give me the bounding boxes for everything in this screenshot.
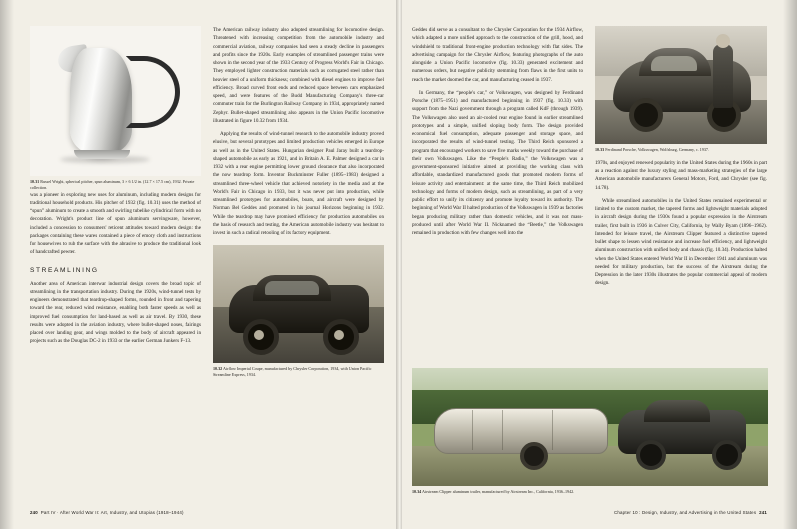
airflow-car-window (265, 281, 319, 295)
porsche-figure-body (713, 44, 733, 108)
left-col2-paragraph-1: The American railway industry also adopted streamlining for locomotive design. Threatened with increasing competition from the automobile industry and commercial aviation, railway companies had seen a steady decline in passengers and profits since the 1920s. Early examples of streamlined passenger trains were shown in the second year of the 1933 Century of Progress World's Fair in Chicago. They employed lighter construction materials such as corrugated steel rather than heavier steel of a uniform thickness; combined with diesel engines to improve fuel efficiency. Broad curved front ends and reduced space between cars emphasized speed, and were features of the Budd Manufacturing Company's three-car commuter train for the Burlington Railway Company in 1934, appropriately named Zephyr. Bullet-shaped streamlining also appears in the Union Pacific locomotive illustrated in figure 10.32 from 1934. (213, 27, 384, 124)
right-columns (412, 26, 767, 293)
trailer-rib (502, 410, 503, 450)
airstream-trailer-body (434, 408, 608, 454)
right-column-1 (412, 26, 583, 293)
left-column-2 (213, 26, 384, 378)
figure-10-33-text: Ferdinand Porsche, Volkswagen, Wolfsburg, Germany, c. 1937. (605, 147, 709, 152)
figure-10-33 (595, 26, 767, 153)
airflow-front-wheel (243, 319, 279, 355)
figure-10-31-caption (30, 179, 201, 191)
figure-10-34 (412, 368, 768, 495)
right-folio (614, 510, 767, 515)
figure-10-32-text: Airflow Imperial Coupe, manufactured by Chrysler Corporation, 1934, with Union Pacific Streamline Express, 1934. (213, 366, 372, 378)
figure-10-31-image (30, 26, 201, 176)
left-edge-shadow (0, 0, 14, 529)
figure-10-34-image (412, 368, 768, 486)
right-col2-paragraph-2: While streamlined automobiles in the United States remained experimental or limited to the custom market, the tapered forms and lightweight materials adopted in aircraft design during the 1930s found a popular expression in the Airstream trailer, first built in 1936 in Culver City, California, by Wally Byam (1896–1962). Intended for leisure travel, the Airstream Clipper featured a distinctive tapered bullet shape to lessen wind resistance and increase fuel efficiency, and lightweight aluminum construction with unified body and chassis (fig. 10.34). Production halted when the United States entered World War II in December 1941 and aluminum was needed for military production, but the success of the Airstream during the Depression in the later 1930s illustrates the popular commercial appeal of modern design. (595, 197, 767, 287)
left-folio (30, 510, 184, 515)
figure-10-33-caption (595, 147, 767, 153)
book-gutter (396, 0, 402, 529)
figure-10-31 (30, 26, 201, 191)
right-page (398, 0, 797, 529)
figure-10-34-number: 10.34 (412, 489, 422, 495)
right-column-2 (595, 26, 767, 293)
left-page (0, 0, 398, 529)
right-col2-paragraph-1: 1970s, and enjoyed renewed popularity in the United States during the 1960s in part as a reaction against the luxury styling and mass-marketing strategies of the large American automobile manufacturers General Motors, Ford, and Chrysler (see fig. 14.78). (595, 159, 767, 191)
pitcher-handle (126, 56, 180, 128)
left-column-1 (30, 26, 201, 378)
figure-10-32-caption (213, 366, 384, 378)
left-folio-text: Part IV · After World War II: Art, Industry, and Utopias (1918–1944) (40, 510, 184, 515)
right-col1-paragraph-1: Geddes did serve as a consultant to the Chrysler Corporation for the 1934 Airflow, which adapted a more unified approach to the construction of the grill, hood, and windshield to traditional front-engine production technology with flat sides. The advertising campaign for the Chrysler Airflow, featuring photographs of the auto alongside a Union Pacific locomotive (fig. 10.33) generated excitement and numerous orders, but negative publicity stemming from flaws in the first units to reach the market doomed the car, and manufacturing ceased in 1937. (412, 27, 583, 83)
airflow-rear-wheel (323, 319, 359, 355)
right-folio-number: 241 (759, 510, 767, 515)
porsche-figure-head (716, 34, 730, 48)
left-folio-number: 240 (30, 510, 38, 515)
left-col1-paragraph-2: Another area of American interwar industrial design covers the broad topic of streamlining in the transportation industry. During the 1920s, wind-tunnel tests by engineers demonstrated that teardrop-shaped forms, rounded in front and tapering toward the rear, reduced wind resistance, enabling both faster speeds as well as improved fuel consumption for land-based as well as air travel. By 1930, these results were adopted in the aviation industry, where bullet-shaped noses, fairings placed over landing gear, and wings molded to the body of aircraft appeared in projects such as the Douglas DC-2 in 1933 or the earlier German Junkers F-13. (30, 280, 201, 345)
right-folio-text: Chapter 10 : Design, Industry, and Advertising in the United States (614, 510, 757, 515)
volkswagen-window (651, 56, 697, 71)
pitcher-base (74, 150, 130, 159)
figure-10-33-image (595, 26, 767, 144)
tow-car-front-wheel (636, 440, 666, 470)
figure-10-34-text: Airstream Clipper aluminum trailer, manufactured by Airstream Inc., California, 1936–1942. (422, 489, 575, 495)
left-col1-paragraph-1: was a pioneer in exploring new uses for aluminum, including modern designs for traditional household products. His pitcher of 1932 (fig. 10.31) uses the method of “spun” aluminum to create a smooth and swirling tubelike cylindrical form with no decoration. Wright's product line of spun aluminum servingware, however, included a concession to consumers' reticent attitudes toward modern design: the packages containing these wares contained a piece of emory cloth and instructions for housewives to rub the surface with the abrasive to produce the traditional look of handcrafted pewter. (30, 191, 201, 256)
figure-10-31-number: 10.31 (30, 179, 40, 184)
figure-10-32-image (213, 245, 384, 363)
figure-10-34-caption (412, 489, 768, 495)
left-col2-paragraph-2: Applying the results of wind-tunnel research to the automobile industry proved elusive, but several prototypes and limited production vehicles emerged in Europe as well as in the United States. Hungarian designer Paul Jaray built a teardrop-shaped automobile as early as 1921, and in Britain A. E. Palmer designed a car in 1932 with a rear engine permitting lower ground clearance that also incorporated the now teardrop form. Inventor Buckminster Fuller (1895–1983) designed a streamlined three-wheel vehicle that achieved notoriety in the media and at the World's Fair in Chicago in 1933, but it was never put into production, while streamlined prototypes for automobiles, boats, and aircraft were designed by Norman Bel Geddes and promoted in his journal Horizons beginning in 1932. While the teardrop may have promised efficiency for production automobiles on the basis of research and testing, the American automobile industry was hesitant to invest in such a radical retooling of its factory equipment. (213, 131, 384, 236)
volkswagen-front-wheel (629, 98, 663, 132)
trailer-rib (472, 410, 473, 450)
tow-car-roof (644, 400, 710, 422)
right-col1-paragraph-2: In Germany, the “people's car,” or Volkswagen, was designed by Ferdinand Porsche (1875–1951) and manufactured beginning in 1937 (fig. 10.33) with support from the Nazi government through a program called KdF (through 1939). The Volkswagen also used an air-cooled rear engine found in earlier streamlined prototypes and a simple, unified sloping body form. The design provided economical fuel consumption, adequate passenger and storage space, and incorporated the results of wind-tunnel testing. The Third Reich sponsored a program that encouraged workers to save five marks weekly toward the purchase of their own Volkswagen. Like the “People's Radio,” the Volkswagen was a government-sponsored initiative aimed at providing the working class with affordable, standardized manufactured goods that promoted modern forms of leisure activity and entertainment: at the same time, the Third Reich mobilized technology and forms of modern design, such as streamlining, as part of a very public effort to unify its citizenry and promote loyalty toward its authority. The beginning of World War II halted production of the Volkswagen in 1939 as factories began producing military rather than domestic vehicles, and it was not mass-produced until after World War II. Nicknamed the “Beetle,” the Volkswagen remained in production with few changes well into the (412, 89, 583, 236)
tow-car-rear-wheel (712, 440, 742, 470)
figure-10-32 (213, 245, 384, 378)
figure-10-33-number: 10.33 (595, 147, 605, 152)
section-heading-streamlining: STREAMLINING (30, 266, 99, 274)
figure-10-32-number: 10.32 (213, 366, 223, 372)
figure-10-31-text: Russel Wright, spherical pitcher, spun aluminum, 3 × 6 1/2 in. (12.7 × 17.5 cm), 1932. Private collection. (30, 179, 195, 190)
right-edge-shadow (783, 0, 797, 529)
left-columns (30, 26, 384, 378)
pitcher-body (70, 48, 132, 156)
trailer-wheel (520, 442, 548, 470)
trailer-rib (552, 410, 553, 450)
